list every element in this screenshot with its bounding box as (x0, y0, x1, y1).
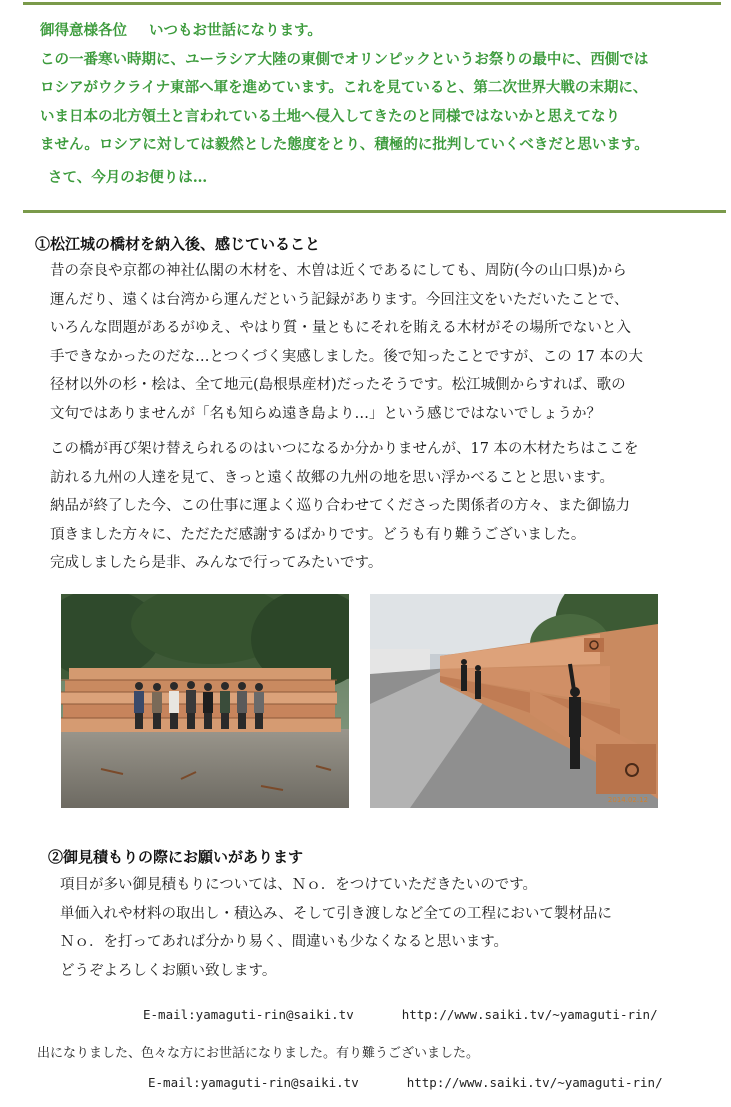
footer-note: 出になりました、色々な方にお世話になりました。有り難うございました。 (37, 1046, 480, 1061)
section2-line: 単価入れや材料の取出し・積込み、そして引き渡しなど全ての工程において製材品に (60, 905, 612, 922)
greeting-salutation-line (40, 17, 720, 46)
greeting-block (40, 17, 720, 192)
greeting-line: ません。ロシアに対しては毅然とした態度をとり、積極的に批判していくべきだと思います。 (40, 136, 649, 153)
section1-heading: ①松江城の橋材を納入後、感じていること (35, 235, 321, 253)
section2-heading: ②御見積もりの際にお願いがあります (48, 848, 304, 866)
greeting-line: いま日本の北方領土と言われている土地へ侵入してきたのと同様ではないかと思えてなり (40, 107, 620, 125)
group-photo-image (61, 594, 349, 808)
section1-paragraph1-line: 径材以外の杉・桧は、全て地元(島根県産材)だったそうです。松江城側からすれば、歌の (50, 377, 626, 393)
section1-paragraph2-line: 納品が終了した今、この仕事に運よく巡り合わせてくださった関係者の方々、また御協力 (50, 498, 630, 514)
salutation: 御得意様各位 (40, 22, 127, 39)
section1-paragraph1-line: 昔の奈良や京都の神社仏閣の木材を、木曽は近くであるにしても、周防(今の山口県)から (50, 263, 627, 279)
contact-line-upper (143, 1007, 658, 1022)
email-link[interactable]: E-mail:yamaguti-rin@saiki.tv (143, 1007, 354, 1022)
section1-paragraph1-line: いろんな問題があるがゆえ、やはり質・量ともにそれを賄える木材がその場所でないと入 (50, 320, 631, 336)
section2-line: どうぞよろしくお願い致します。 (60, 962, 277, 979)
website-link[interactable]: http://www.saiki.tv/~yamaguti-rin/ (401, 1007, 658, 1022)
section1-paragraph1-line: 運んだり、遠くは台湾から運んだという記録があります。今回注文をいただいたことで、 (50, 291, 629, 308)
top-divider (23, 2, 721, 5)
section1-paragraph2-line: 完成しましたら是非、みんなで行ってみたいです。 (50, 555, 383, 571)
section-divider (23, 210, 726, 213)
section1-body (50, 257, 725, 578)
section2-body (60, 871, 720, 985)
salutation-tail: いつもお世話になります。 (149, 22, 322, 39)
section1-paragraph2-line: 訪れる九州の人達を見て、きっと遠く故郷の九州の地を思い浮かべることと思います。 (50, 469, 615, 486)
section1-paragraph2-line: この橋が再び架け替えられるのはいつになるか分かりませんが、17 本の木材たちはここを (50, 441, 639, 457)
greeting-line: ロシアがウクライナ東部へ軍を進めています。これを見ていると、第二次世界大戦の末期に、 (40, 79, 648, 96)
photo-date-stamp: 2014.02.12 (607, 796, 648, 804)
website-link[interactable]: http://www.saiki.tv/~yamaguti-rin/ (406, 1075, 663, 1090)
section2-line: Ｎｏ．を打ってあれば分かり易く、間違いも少なくなると思います。 (60, 934, 509, 950)
section2-line: 項目が多い御見積もりについては、Ｎｏ．をつけていただきたいのです。 (60, 877, 538, 893)
greeting-line: この一番寒い時期に、ユーラシア大陸の東側でオリンピックというお祭りの最中に、西側では (40, 50, 649, 68)
section1-paragraph2-line: 頂きました方々に、ただただ感謝するばかりです。どうも有り難うございました。 (50, 526, 586, 543)
contact-line-lower (148, 1075, 663, 1090)
email-link[interactable]: E-mail:yamaguti-rin@saiki.tv (148, 1075, 359, 1090)
section1-paragraph1-line: 手できなかったのだな…とつくづく実感しました。後で知ったことですが、この 17 本の大 (50, 348, 643, 365)
timber-photo-image (370, 594, 658, 808)
greeting-closing: さて、今月のお便りは… (48, 168, 208, 186)
section1-paragraph1-line: 文句ではありませんが「名も知らぬ遠き島より…」という感じではないでしょうか？ (50, 405, 601, 422)
